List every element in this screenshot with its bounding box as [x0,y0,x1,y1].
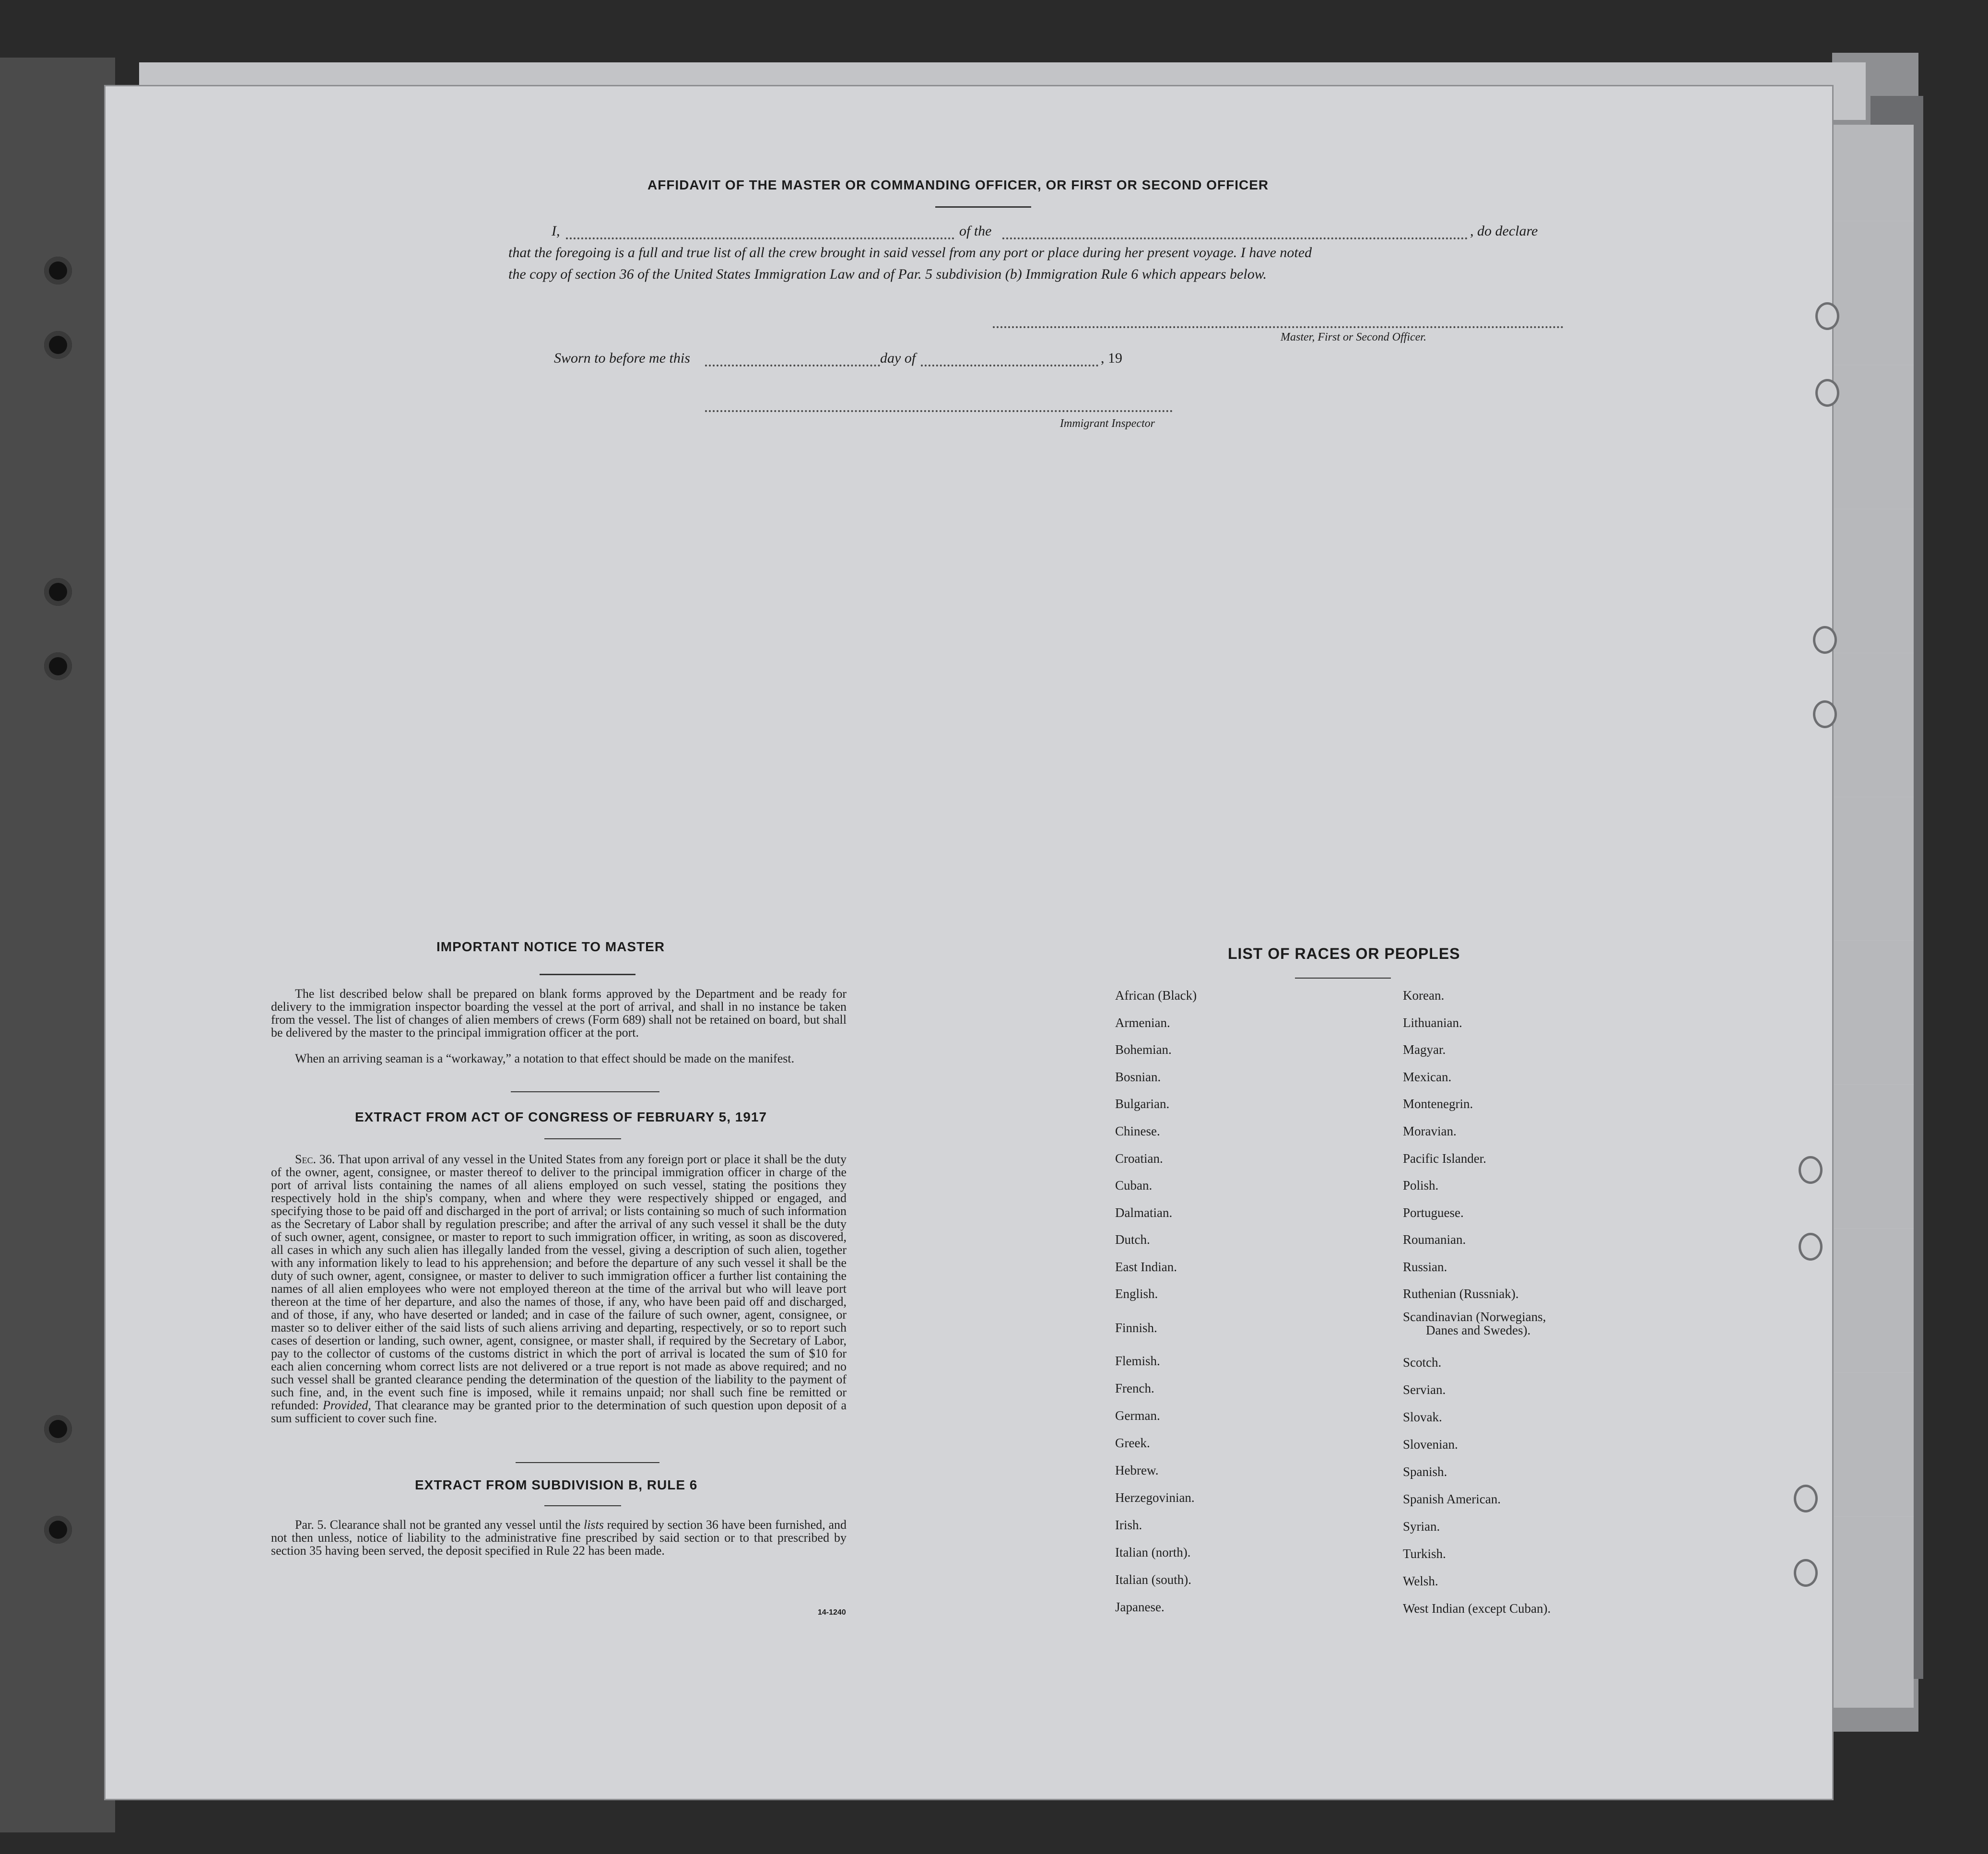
race-item: Spanish American. [1403,1492,1501,1506]
rule-title: EXTRACT FROM SUBDIVISION B, RULE 6 [415,1477,698,1492]
race-item: Finnish. [1115,1321,1157,1335]
affidavit-line-3: the copy of section 36 of the United States Immigration Law and of Par. 5 subdivision (b) Immigration Rule 6 which appears below. [508,266,1267,282]
race-item: Bulgarian. [1115,1097,1170,1111]
rule-title-rule [544,1505,621,1506]
race-item: Irish. [1115,1518,1142,1532]
notice-para-2: When an arriving seaman is a “workaway,” a notation to that effect should be made on the manifest. [295,1051,795,1065]
race-item: Slovenian. [1403,1437,1458,1452]
ring-hole [1799,1156,1823,1184]
race-item: English. [1115,1287,1158,1301]
race-item: Flemish. [1115,1354,1160,1368]
race-item: Turkish. [1403,1547,1446,1561]
race-item: Italian (north). [1115,1545,1191,1559]
race-item: French. [1115,1381,1154,1395]
binder-hole [44,578,72,606]
binder-hole [44,331,72,359]
affidavit-i: I, [552,223,560,239]
race-item: Polish. [1403,1178,1439,1193]
race-item: Montenegrin. [1403,1097,1473,1111]
race-item: African (Black) [1115,988,1197,1003]
race-item: Portuguese. [1403,1205,1464,1220]
master-signature-blank[interactable] [993,326,1564,328]
race-item: Dutch. [1115,1232,1150,1247]
rule-lists-word: lists [583,1518,604,1532]
act-title: EXTRACT FROM ACT OF CONGRESS OF FEBRUARY 5, 1917 [355,1110,767,1124]
notice-title: IMPORTANT NOTICE TO MASTER [436,939,665,954]
act-title-rule [544,1138,621,1139]
ring-hole [1813,626,1837,654]
race-item: Scandinavian (Norwegians, [1403,1310,1546,1324]
ring-hole [1815,302,1839,330]
underlying-ledger [1832,125,1914,1708]
sworn-day-of: day of [880,350,916,366]
race-item: Bosnian. [1115,1070,1161,1084]
race-item: Greek. [1115,1436,1150,1450]
form-page [106,86,1832,1799]
race-item: Syrian. [1403,1519,1440,1534]
act-body [271,1153,847,1425]
rule-body-post: required by section 36 have been furnished, and not then unless, notice of liability to the administrative fine prescribed by said section or to that prescribed by section 35 having been served, the deposit specified in Rule 22 has been made. [271,1518,847,1558]
race-item: Moravian. [1403,1124,1457,1138]
affidavit-title: AFFIDAVIT OF THE MASTER OR COMMANDING OFFICER, OR FIRST OR SECOND OFFICER [647,177,1269,192]
race-item: Hebrew. [1115,1463,1159,1477]
race-item: Lithuanian. [1403,1016,1462,1030]
act-body-end: That clearance may be granted prior to the determination of such question upon deposit of a sum sufficient to cover such fine. [271,1398,847,1425]
binder-hole [44,1516,72,1544]
master-signature-label: Master, First or Second Officer. [1281,331,1426,343]
race-item: Chinese. [1115,1124,1160,1138]
act-body-text: That upon arrival of any vessel in the United States from any foreign port or place it shall be the duty of the owner, agent, consignee, or master thereof to deliver to the principal immigration officer in charge of the port of arrival lists containing the names of all aliens employed on such vessel, stating the positions they respectively hold in the ship's company, when and where they were respectively shipped or engaged, and specifying those to be paid off and discharged in the port of arrival; or lists containing so much of such information as the Secretary of Labor shall by regulation prescribe; and after the arrival of any such vessel it shall be the duty of such owner, agent, consignee, or master to report to such immigration officer, in writing, as soon as discovered, all cases in which any such alien has illegally landed from the vessel, giving a description of such alien, together with any information likely to lead to his apprehension; and before the departure of any such vessel it shall be the duty of such owner, agent, consignee, or master to deliver to such immigration officer a further list containing the names of all alien employees who were not employed thereon at the time of the arrival but who will leave port thereon at the time of her departure, and also the names of those, if any, who have been paid off and discharged, and of those, if any, who have deserted or landed; and in case of the failure of such owner, agent, consignee, or master so to deliver either of the said lists of such aliens arriving and departing, respectively, or so to report such cases of desertion or landing, such owner, agent, consignee, or master shall, if required by the Secretary of Labor, pay to the collector of customs of the customs district in which the port of arrival is located the sum of $10 for each alien concerning whom correct lists are not delivered or a true report is not made as above required; and no such vessel shall be granted clearance pending the determination of the question of the liability to the payment of such fine, and, in the event such fine is imposed, while it remains unpaid; nor shall such fine be remitted or refunded: [271,1152,847,1412]
race-item: Japanese. [1115,1600,1165,1614]
race-item: Roumanian. [1403,1232,1466,1247]
race-item: Spanish. [1403,1464,1447,1479]
race-item: Pacific Islander. [1403,1151,1486,1166]
race-item: Magyar. [1403,1042,1446,1057]
races-title: LIST OF RACES OR PEOPLES [1228,945,1460,962]
inspector-signature-blank[interactable] [705,410,1173,412]
ring-hole [1794,1485,1818,1512]
name-blank[interactable] [566,237,954,239]
races-left-column [1115,988,1355,1621]
affidavit-line-2: that the foregoing is a full and true list of all the crew brought in said vessel from any port or place during her present voyage. I have noted [508,245,1312,260]
form-code: 14-1240 [818,1608,846,1617]
race-item: Scotch. [1403,1355,1442,1370]
affidavit-of-the: of the [959,223,992,239]
race-item: Bohemian. [1115,1042,1172,1057]
vessel-blank[interactable] [1002,237,1468,239]
race-item: Korean. [1403,988,1445,1003]
race-item: Mexican. [1403,1070,1452,1084]
race-item: East Indian. [1115,1260,1177,1274]
race-item: German. [1115,1408,1160,1423]
race-item: Croatian. [1115,1151,1163,1166]
binder-backing [0,58,115,1832]
sworn-line [554,350,1177,369]
binder-hole [44,1415,72,1443]
race-item: Italian (south). [1115,1572,1191,1587]
sworn-year: , 19 [1101,350,1122,366]
race-item: Russian. [1403,1260,1447,1274]
binder-hole [44,652,72,680]
affidavit-title-rule [935,206,1031,208]
affidavit-do-declare: , do declare [1470,223,1538,239]
race-item: Welsh. [1403,1574,1438,1588]
affidavit-line-1 [552,223,1564,242]
race-item: Ruthenian (Russniak). [1403,1287,1519,1301]
ring-hole [1813,700,1837,728]
binder-hole [44,257,72,284]
race-item: Armenian. [1115,1016,1170,1030]
ring-hole [1794,1559,1818,1587]
sworn-month-blank[interactable] [921,365,1098,366]
notice-divider [511,1091,659,1092]
race-item: Dalmatian. [1115,1205,1173,1220]
notice-title-rule [540,974,635,975]
race-item: Herzegovinian. [1115,1490,1195,1505]
race-item: Slovak. [1403,1410,1442,1424]
act-sec-label: Sec. 36. [295,1152,335,1166]
sworn-prefix: Sworn to before me this [554,350,690,366]
race-item: West Indian (except Cuban). [1403,1601,1551,1616]
races-right-column [1403,988,1739,1631]
race-item: Danes and Swedes). [1426,1323,1531,1337]
ring-hole [1815,379,1839,407]
inspector-label: Immigrant Inspector [1060,417,1155,430]
act-provided: Provided, [323,1398,371,1412]
race-item: Servian. [1403,1382,1446,1397]
races-title-rule [1295,978,1391,979]
notice-para-1: The list described below shall be prepared on blank forms approved by the Department and be ready for delivery to the immigration inspector boarding the vessel at the port of arrival, and shall in no instance be taken from the vessel. The list of changes of alien members of crews (Form 689) shall not be retained on board, but shall be delivered by the master to the principal immigration officer at the port. [271,987,847,1039]
race-item: Cuban. [1115,1178,1153,1193]
sworn-day-blank[interactable] [705,365,880,366]
rule-body-pre: Par. 5. Clearance shall not be granted any vessel until the [295,1518,581,1532]
ring-hole [1799,1233,1823,1261]
rule-body [271,1518,847,1557]
act-divider [516,1462,659,1463]
